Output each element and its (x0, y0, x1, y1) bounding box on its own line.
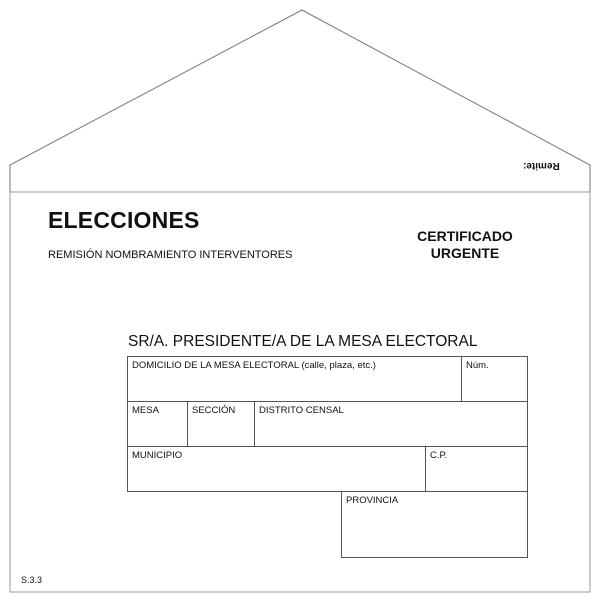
form-code: S.3.3 (21, 575, 43, 585)
page-subtitle: REMISIÓN NOMBRAMIENTO INTERVENTORES (48, 249, 293, 261)
envelope-flap (10, 10, 590, 192)
recipient-heading: SR/A. PRESIDENTE/A DE LA MESA ELECTORAL (128, 333, 478, 350)
mesa-field[interactable] (127, 401, 188, 447)
cp-label: C.P. (430, 450, 448, 461)
municipio-label: MUNICIPIO (132, 450, 183, 461)
num-label: Núm. (466, 360, 489, 371)
stamp-line-1: CERTIFICADO (417, 228, 513, 244)
seccion-label: SECCIÓN (192, 405, 236, 416)
distrito-censal-label: DISTRITO CENSAL (259, 405, 344, 416)
mesa-label: MESA (132, 405, 159, 416)
distrito-censal-field[interactable] (254, 401, 528, 447)
domicilio-label: DOMICILIO DE LA MESA ELECTORAL (calle, plaza, etc.) (132, 360, 376, 371)
remite-label: Remite: (523, 160, 560, 171)
domicilio-field[interactable] (127, 356, 462, 402)
seccion-field[interactable] (187, 401, 255, 447)
stamp-line-2: URGENTE (430, 245, 500, 261)
provincia-label: PROVINCIA (346, 495, 399, 506)
certified-urgent-stamp (405, 228, 525, 262)
cp-field[interactable] (425, 446, 528, 492)
provincia-field[interactable] (341, 491, 528, 558)
page-title: ELECCIONES (48, 207, 200, 233)
municipio-field[interactable] (127, 446, 426, 492)
num-field[interactable] (461, 356, 528, 402)
